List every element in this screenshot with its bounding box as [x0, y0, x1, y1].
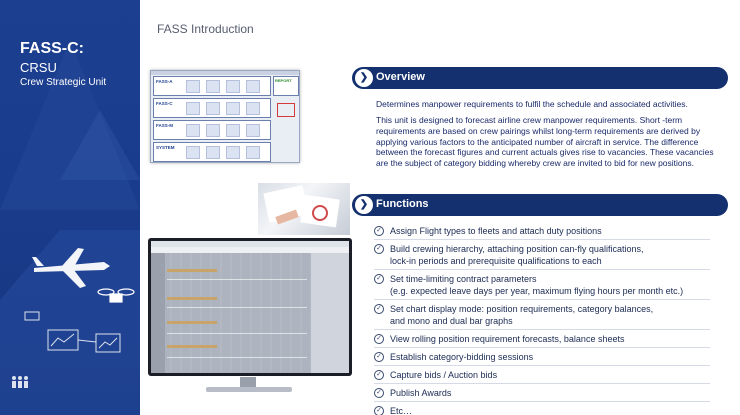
functions-list	[374, 222, 710, 415]
list-item	[374, 348, 710, 366]
check-circle-icon: ✓	[374, 370, 384, 380]
report-box	[273, 76, 299, 96]
brand-panel	[0, 0, 140, 415]
menu-row-label: FASS-M	[156, 123, 174, 128]
report-label: REPORT	[275, 78, 292, 83]
list-item	[374, 222, 710, 240]
crew-icon	[12, 376, 28, 388]
list-item-text: View rolling position requirement forecasts, balance sheets	[390, 334, 625, 344]
check-circle-icon: ✓	[374, 352, 384, 362]
check-circle-icon: ✓	[374, 334, 384, 344]
list-item	[374, 366, 710, 384]
list-item-text: Set time-limiting contract parameters	[390, 274, 537, 284]
list-item	[374, 300, 710, 330]
list-item-text: Establish category-bidding sessions	[390, 352, 534, 362]
list-item-text: Capture bids / Auction bids	[390, 370, 498, 380]
brand-description: Crew Strategic Unit	[20, 77, 107, 88]
menu-row-fass-m	[153, 120, 271, 140]
chevron-right-icon: ❯	[355, 69, 373, 87]
page-title: FASS Introduction	[157, 22, 254, 36]
overview-header	[352, 67, 728, 89]
list-item-text: Assign Flight types to fleets and attach duty positions	[390, 226, 602, 236]
list-item	[374, 384, 710, 402]
check-circle-icon: ✓	[374, 274, 384, 284]
list-item-text: Publish Awards	[390, 388, 452, 398]
menu-row-fass-c	[153, 98, 271, 118]
list-item-text: Build crewing hierarchy, attaching position can-fly qualifications,	[390, 244, 644, 254]
menu-row-label: FASS-C	[156, 101, 173, 106]
list-item-subtext: (e.g. expected leave days per year, maximum flying hours per month etc.)	[390, 286, 684, 296]
business-photo	[258, 183, 350, 235]
list-item-text: Set chart display mode: position requirements, category balances,	[390, 304, 654, 314]
overview-paragraph-1: Determines manpower requirements to fulfil the schedule and associated activities.	[376, 99, 688, 109]
brand-title: FASS-C:	[20, 40, 84, 57]
functions-header	[352, 194, 728, 216]
check-circle-icon: ✓	[374, 406, 384, 415]
monitor-stand	[240, 377, 256, 387]
list-item	[374, 402, 710, 415]
monitor-screen	[151, 241, 349, 373]
overview-paragraph-2: This unit is designed to forecast airline crew manpower requirements. Short -term requirements are based on crew pairings whilst long-term requirements are derived by applying various factors to the anticipated number of aircraft in service. The difference between the forecast figures and current actuals gives rise to vacancies. These vacancies are the subject of category bidding whereby crew are invited to bid for new positions.	[376, 115, 714, 169]
chevron-right-icon: ❯	[355, 196, 373, 214]
overview-heading: Overview	[376, 71, 425, 83]
list-item-subtext: and mono and dual bar graphs	[390, 316, 513, 326]
list-item	[374, 240, 710, 270]
list-item	[374, 270, 710, 300]
list-item-text: Etc…	[390, 406, 413, 415]
menu-row-label: SYSTEM	[156, 145, 175, 150]
highlight-box	[277, 103, 295, 117]
menu-row-label: FASS-A	[156, 79, 173, 84]
spreadsheet-view	[151, 241, 349, 373]
brand-subtitle: CRSU	[20, 60, 57, 75]
menu-titlebar	[151, 71, 299, 75]
list-item-subtext: lock-in periods and prerequisite qualifications to each	[390, 256, 602, 266]
menu-screenshot	[150, 70, 300, 163]
monitor	[148, 238, 352, 376]
check-circle-icon: ✓	[374, 304, 384, 314]
check-circle-icon: ✓	[374, 388, 384, 398]
menu-row-system	[153, 142, 271, 162]
check-circle-icon: ✓	[374, 226, 384, 236]
menu-row-fass-a	[153, 76, 271, 96]
list-item	[374, 330, 710, 348]
check-circle-icon: ✓	[374, 244, 384, 254]
functions-heading: Functions	[376, 198, 429, 210]
monitor-base	[206, 387, 292, 392]
documents-illustration	[258, 183, 350, 235]
